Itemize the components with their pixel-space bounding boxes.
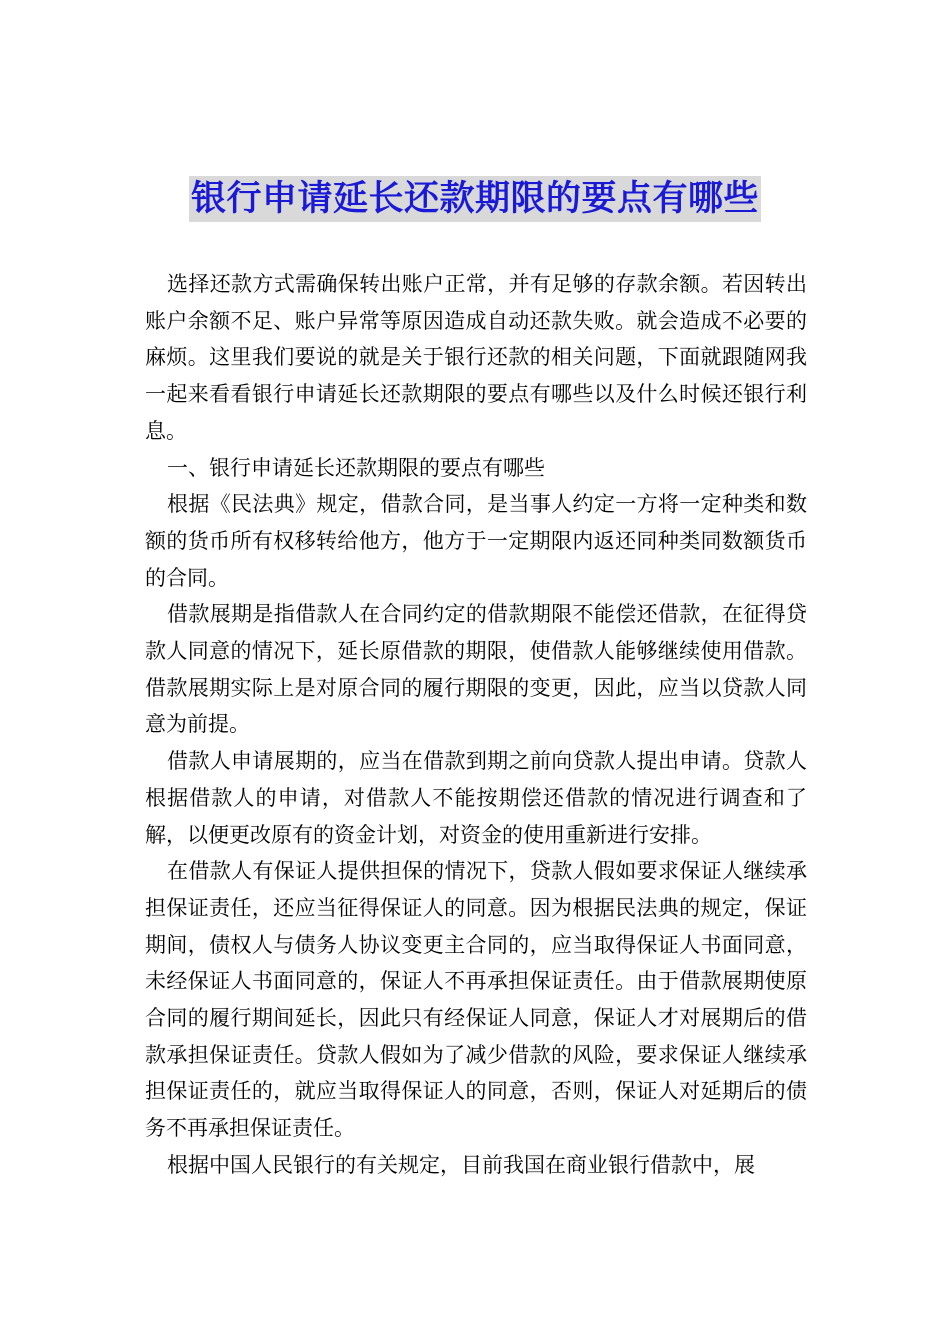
paragraph-civil-code: 根据《民法典》规定，借款合同，是当事人约定一方将一定种类和数额的货币所有权移转给他方，他方于一定期限内返还同种类同数额货币的合同。 bbox=[145, 492, 807, 590]
paragraph-extension-definition: 借款展期是指借款人在合同约定的借款期限不能偿还借款，在征得贷款人同意的情况下，延长原借款的期限，使借款人能够继续使用借款。借款展期实际上是对原合同的履行期限的变更，因此，应当以贷款人同意为前提。 bbox=[145, 602, 807, 737]
document-title: 银行申请延长还款期限的要点有哪些 bbox=[189, 176, 761, 222]
section-heading-1: 一、银行申请延长还款期限的要点有哪些 bbox=[167, 455, 545, 480]
paragraph-pboc-rules: 根据中国人民银行的有关规定，目前我国在商业银行借款中，展 bbox=[167, 1152, 755, 1177]
paragraph-extension-application: 借款人申请展期的，应当在借款到期之前向贷款人提出申请。贷款人根据借款人的申请，对借款人不能按期偿还借款的情况进行调查和了解，以便更改原有的资金计划，对资金的使用重新进行安排。 bbox=[145, 749, 807, 847]
paragraph-guarantor: 在借款人有保证人提供担保的情况下，贷款人假如要求保证人继续承担保证责任，还应当征得保证人的同意。因为根据民法典的规定，保证期间，债权人与债务人协议变更主合同的，应当取得保证人书面同意，未经保证人书面同意的，保证人不再承担保证责任。由于借款展期使原合同的履行期间延长，因此只有经保证人同意，保证人才对展期后的借款承担保证责任。贷款人假如为了减少借款的风险，要求保证人继续承担保证责任的，就应当取得保证人的同意，否则，保证人对延期后的债务不再承担保证责任。 bbox=[145, 859, 807, 1141]
paragraph-intro: 选择还款方式需确保转出账户正常，并有足够的存款余额。若因转出账户余额不足、账户异常等原因造成自动还款失败。就会造成不必要的麻烦。这里我们要说的就是关于银行还款的相关问题，下面就跟随网我一起来看看银行申请延长还款期限的要点有哪些以及什么时候还银行利息。 bbox=[145, 272, 807, 443]
document-body bbox=[145, 266, 807, 1184]
document-title-wrap bbox=[0, 176, 950, 222]
